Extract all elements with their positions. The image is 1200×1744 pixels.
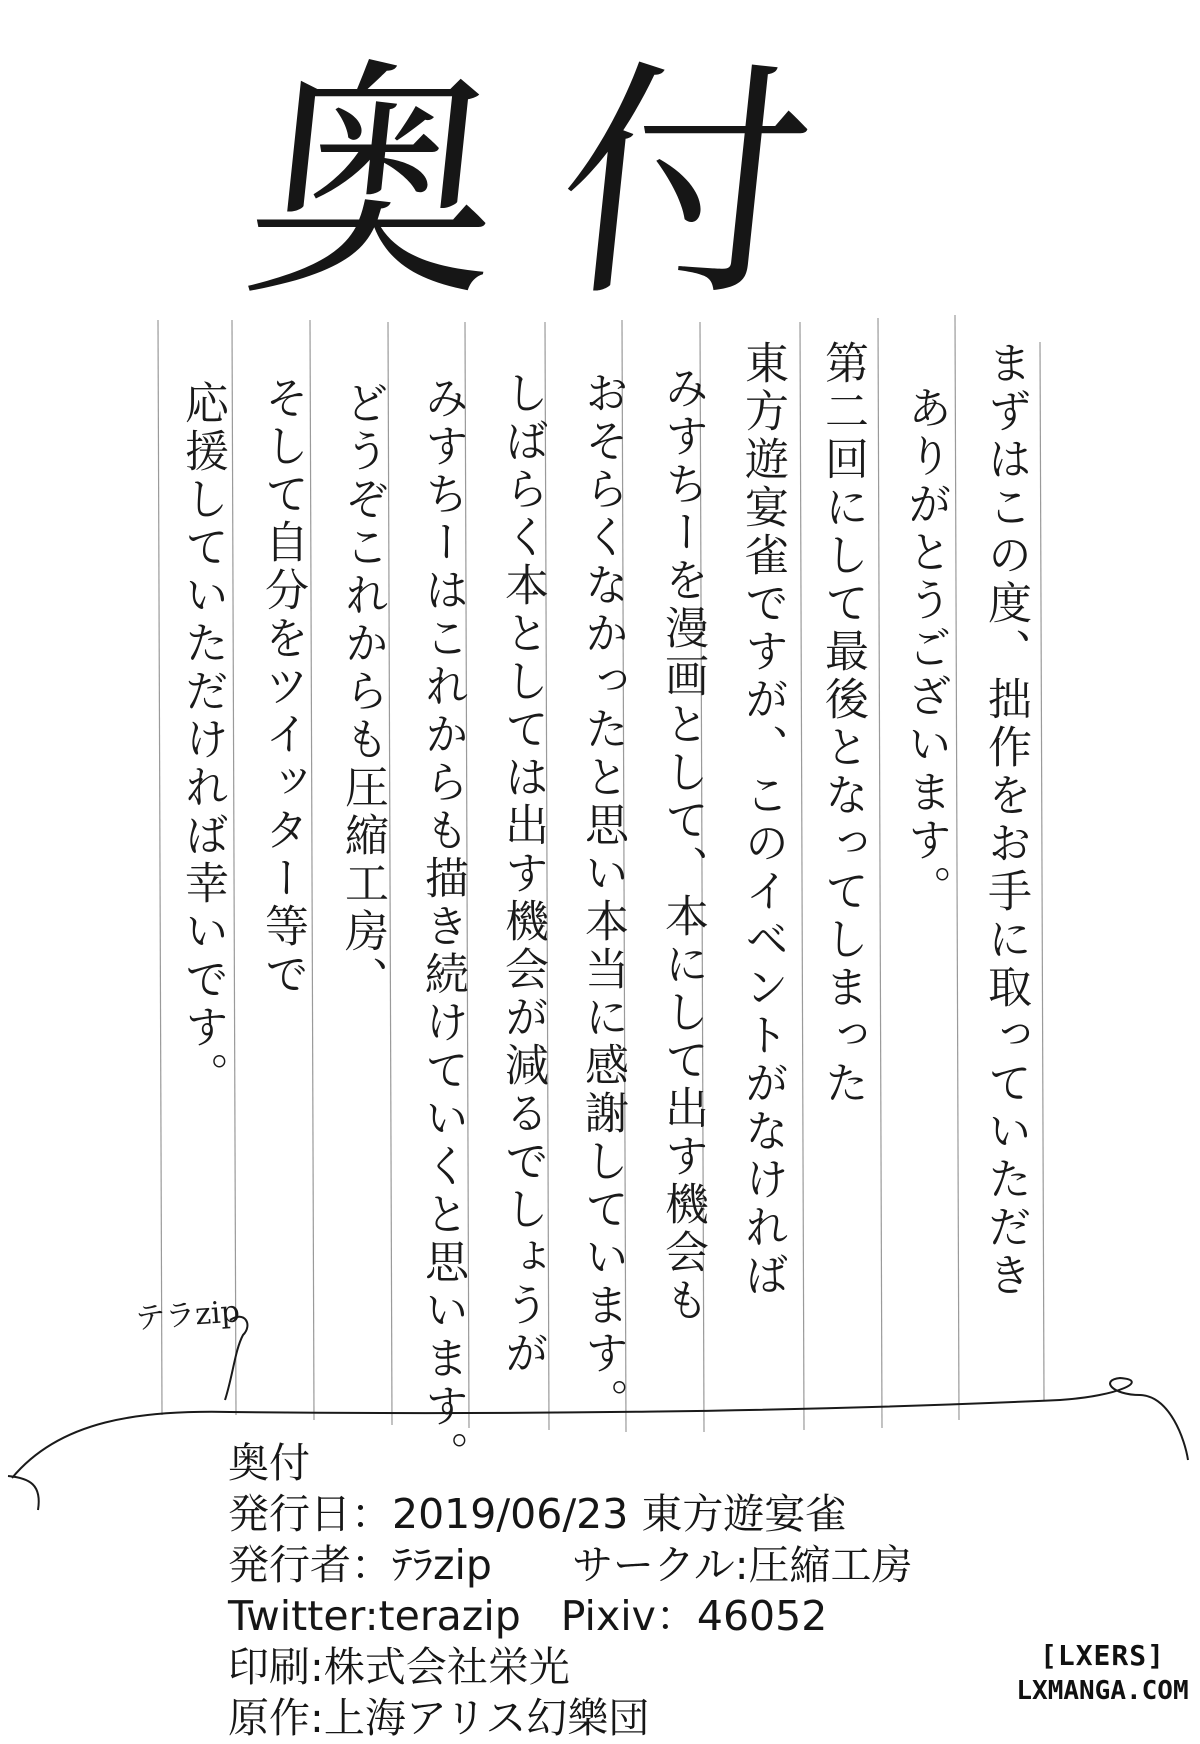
circle-value: 圧縮工房 bbox=[748, 1541, 913, 1589]
letter-line: そして自分をツイッター等で bbox=[257, 375, 308, 999]
letter-line: 応援していただければ幸いです。 bbox=[177, 380, 228, 1100]
letter-line: みすちーはこれからも描き続けていくと思います。 bbox=[417, 375, 468, 1479]
signature bbox=[135, 1290, 275, 1410]
publisher-value: ﾃﾗzip bbox=[392, 1541, 492, 1589]
original-work-label: 原作: bbox=[228, 1694, 324, 1742]
original-work-row bbox=[228, 1693, 948, 1744]
publisher-row bbox=[228, 1540, 948, 1591]
twitter-value: terazip bbox=[378, 1592, 521, 1640]
pixiv-value: 46052 bbox=[696, 1592, 828, 1640]
printer-label: 印刷: bbox=[228, 1643, 324, 1691]
letter-line: まずはこの度、拙作をお手に取っていただき bbox=[980, 340, 1031, 1300]
letter-line: おそらくなかったと思い本当に感謝しています。 bbox=[577, 370, 628, 1426]
signature-flourish bbox=[135, 1290, 275, 1410]
letter-line: 第二回にして最後となってしまった bbox=[817, 340, 868, 1108]
letter-line: しばらく本としては出す機会が減るでしょうが bbox=[497, 370, 548, 1378]
original-work-value: 上海アリス幻樂団 bbox=[323, 1694, 650, 1742]
letter-line: みすちーを漫画として、本にして出す機会も bbox=[657, 365, 708, 1325]
rule-line bbox=[1040, 342, 1044, 1400]
letter-line: どうぞこれからも圧縮工房、 bbox=[337, 380, 388, 1004]
letter-line: 東方遊宴雀ですが、このイベントがなければ bbox=[737, 340, 788, 1300]
twitter-label: Twitter: bbox=[228, 1592, 379, 1640]
site-watermark bbox=[1010, 1638, 1195, 1733]
colophon-heading: 奥付 bbox=[228, 1439, 310, 1487]
social-row bbox=[228, 1591, 948, 1642]
decorative-curl bbox=[8, 1476, 39, 1510]
publication-date-row bbox=[228, 1489, 948, 1540]
publication-date-value: 2019/06/23 東方遊宴雀 bbox=[392, 1490, 847, 1538]
letter-line: ありがとうございます。 bbox=[900, 385, 951, 913]
watermark-line2: LXMANGA.COM bbox=[1016, 1676, 1189, 1706]
signature-text: テラzip bbox=[134, 1294, 241, 1337]
colophon bbox=[228, 1438, 948, 1744]
publisher-label: 発行者： bbox=[228, 1541, 392, 1589]
circle-label: サークル: bbox=[571, 1541, 749, 1589]
page-title: 奥付 bbox=[234, 39, 886, 330]
pixiv-label: Pixiv： bbox=[560, 1592, 697, 1640]
watermark-line1: [LXERS] bbox=[1039, 1639, 1165, 1672]
printer-row bbox=[228, 1642, 948, 1693]
publication-date-label: 発行日： bbox=[228, 1490, 392, 1538]
printer-value: 株式会社栄光 bbox=[323, 1643, 570, 1691]
